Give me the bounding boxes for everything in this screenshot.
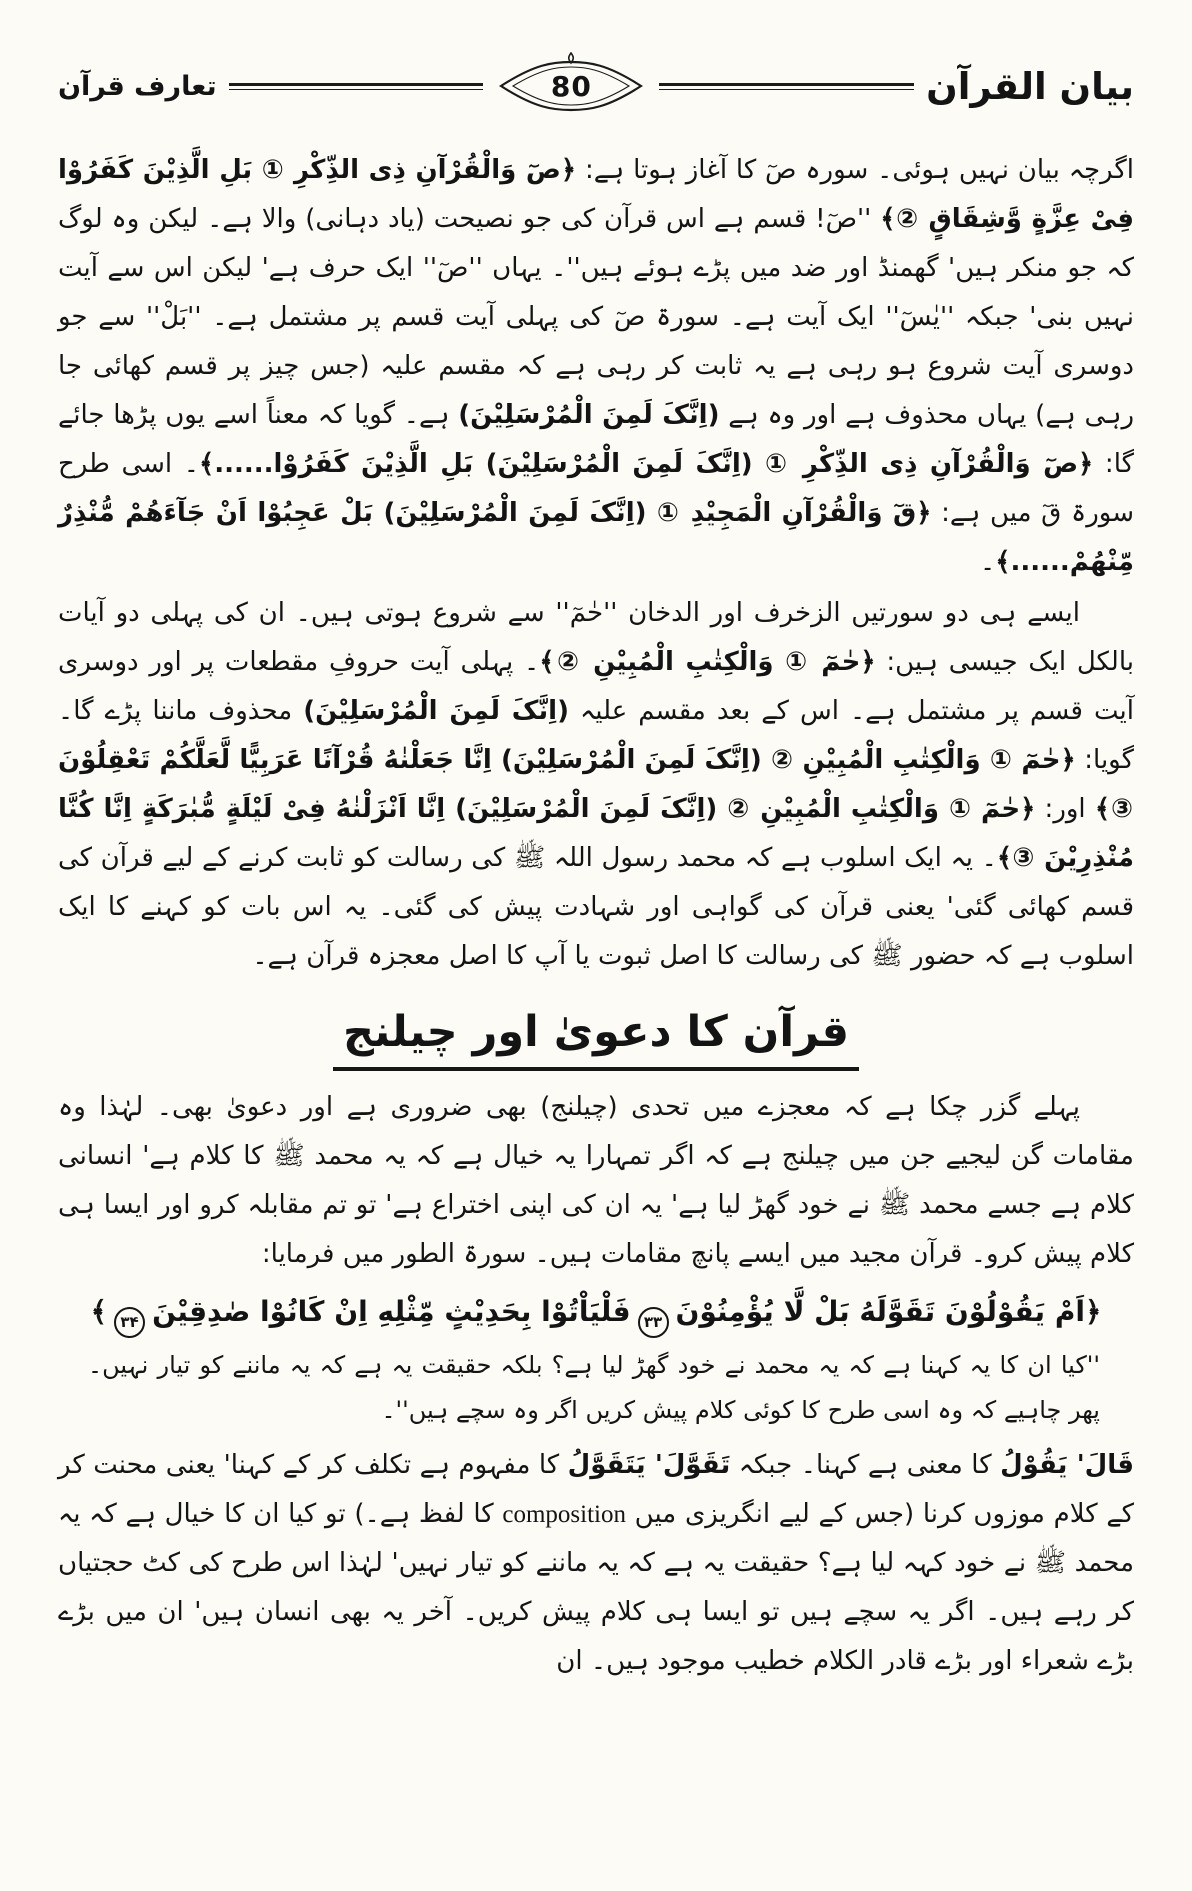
arabic-quote: ﴿حٰمٓ ① وَالْکِتٰبِ الْمُبِیْنِ ②﴾ xyxy=(539,647,876,677)
urdu-text-run: ''کیا ان کا یہ کہنا ہے کہ یہ محمد نے خود گھڑ لیا ہے؟ بلکہ حقیقت یہ ہے کہ یہ ماننے کو تیار نہیں۔ پھر چاہیے کہ وہ اسی طرح کا کوئی کلام پیش کریں اگر وہ سچے ہیں''۔ xyxy=(88,1351,1100,1425)
arabic-quote: ﴿صٓ وَالْقُرْآنِ ذِی الذِّکْرِ ① بَلِ الَّذِیْنَ کَفَرُوْا فِیْ عِزَّةٍ وَّشِقَاقٍ ②﴾ xyxy=(58,155,1135,234)
urdu-text-run: محذوف ماننا پڑے گا۔ گویا: xyxy=(58,696,1134,775)
ayah-number: ۳۴ xyxy=(114,1307,145,1338)
urdu-text-run: اگرچہ بیان نہیں ہوئی۔ سورہ صٓ کا آغاز ہوتا ہے: xyxy=(576,155,1134,185)
arabic-quote: (اِنَّکَ لَمِنَ الْمُرْسَلِیْنَ) xyxy=(458,400,720,430)
paragraph-taqawwala-explanation xyxy=(58,1441,1134,1686)
arabic-quote: ﴿حٰمٓ ① وَالْکِتٰبِ الْمُبِیْنِ ② (اِنَّکَ لَمِنَ الْمُرْسَلِیْنَ) اِنَّا جَعَلْنٰهُ قُرْآنًا عَرَبِیًّا لَّعَلَّکُمْ تَعْقِلُوْنَ ③﴾ xyxy=(58,745,1134,824)
header-rule-right xyxy=(659,82,914,91)
urdu-text-run: ۔ پہلی آیت حروفِ مقطعات پر اور دوسری آیت قسم پر مشتمل ہے۔ اس کے بعد مقسم علیہ xyxy=(58,647,1134,726)
arabic-word: تَقَوَّلَ' یَتَقَوَّلُ xyxy=(567,1450,731,1481)
urdu-text-run: ایسے ہی دو سورتیں الزخرف اور الدخان ''حٰمٓ'' سے شروع ہوتی ہیں۔ ان کی پہلی دو آیات بالکل ایک جیسی ہیں: xyxy=(58,598,1134,677)
section-heading-wrap xyxy=(58,1001,1134,1071)
urdu-text-run: پہلے گزر چکا ہے کہ معجزے میں تحدی (چیلنج) بھی ضروری ہے اور دعویٰ بھی۔ لہٰذا وہ مقامات گن لیجیے جن میں چیلنج ہے کہ اگر تمہارا یہ خیال ہے کہ یہ محمد ﷺ کا کلام ہے' انسانی کلام ہے جسے محمد ﷺ نے خود گھڑ لیا ہے' یہ ان کی اپنی اختراع ہے' تو تم مقابلہ کرو اور ایسا ہی کلام پیش کرو۔ قرآن مجید میں ایسے پانچ مقامات ہیں۔ سورۃ الطور میں فرمایا: xyxy=(58,1092,1134,1270)
urdu-text-run: ۔ xyxy=(980,547,996,577)
urdu-text-run: ۔ یہ ایک اسلوب ہے کہ محمد رسول اللہ ﷺ کی رسالت کو ثابت کرنے کے لیے قرآن کی قسم کھائی گئی' یعنی قرآن کی گواہی اور شہادت پیش کی گئی۔ یہ اس بات کو کہنے کا ایک اسلوب ہے کہ حضور ﷺ کی رسالت کا اصل ثبوت یا آپ کا اصل معجزہ قرآن ہے۔ xyxy=(58,843,1134,971)
urdu-text-run: ''صٓ! قسم ہے اس قرآن کی جو نصیحت (یاد دہانی) والا ہے۔ لیکن وہ لوگ کہ جو منکر ہیں' گھمنڈ اور ضد میں پڑے ہوئے ہیں''۔ یہاں ''صٓ'' ایک حرف ہے' لیکن اس سے آیت نہیں بنی' جبکہ ''یٰسٓ'' ایک آیت ہے۔ سورۃ صٓ کی پہلی آیت قسم پر مشتمل ہے۔ ''بَلْ'' سے جو دوسری آیت شروع ہو رہی ہے یہ ثابت کر رہی ہے کہ مقسم علیہ (جس چیز پر قسم کھائی جا رہی ہے) یہاں محذوف ہے اور وہ ہے xyxy=(58,204,1134,430)
urdu-text-run: ہے۔ گویا کہ معناً اسے یوں پڑھا جائے گا: xyxy=(58,400,1134,479)
paragraph-challenge-intro xyxy=(58,1083,1134,1279)
body-text xyxy=(58,146,1134,1686)
paragraph-sad-intro xyxy=(58,146,1134,587)
page-number: 80 xyxy=(550,69,592,103)
paragraph-hameem-surahs xyxy=(58,589,1134,981)
verse-text: اَمْ یَقُوْلُوْنَ تَقَوَّلَهُ بَلْ لَّا یُؤْمِنُوْنَ xyxy=(675,1295,1085,1329)
arabic-quote: ﴿صٓ وَالْقُرْآنِ ذِی الذِّکْرِ ① (اِنَّکَ لَمِنَ الْمُرْسَلِیْنَ) بَلِ الَّذِیْنَ کَفَرُوْا......﴾ xyxy=(199,449,1094,479)
quran-verse xyxy=(58,1283,1134,1341)
verse-translation xyxy=(88,1343,1100,1433)
arabic-quote: ﴿قٓ وَالْقُرْآنِ الْمَجِیْدِ ① (اِنَّکَ لَمِنَ الْمُرْسَلِیْنَ) بَلْ عَجِبُوْا اَنْ جَآءَهُمْ مُّنْذِرٌ مِّنْهُمْ......﴾ xyxy=(58,498,1134,577)
header-title-left: تعارف قرآن xyxy=(57,70,217,102)
urdu-text-run: کا معنی ہے کہنا۔ جبکہ xyxy=(730,1450,1001,1481)
verse-text: فَلْیَاْتُوْا بِحَدِیْثٍ مِّثْلِهِ اِنْ کَانُوْا صٰدِقِیْنَ xyxy=(152,1295,631,1329)
urdu-text-run: اور: xyxy=(1035,794,1095,824)
arabic-word: قَالَ' یَقُوْلُ xyxy=(1000,1450,1135,1481)
section-heading: قرآن کا دعویٰ اور چیلنج xyxy=(333,1001,859,1071)
page-number-ornament xyxy=(495,52,647,120)
ayah-number: ۳۳ xyxy=(638,1307,669,1338)
english-word: composition xyxy=(502,1501,626,1529)
header-rule-left xyxy=(229,82,484,91)
header-title-right: بیان القرآن xyxy=(926,64,1134,108)
urdu-text-run: کا لفظ ہے۔) تو کیا ان کا خیال ہے کہ یہ محمد ﷺ نے خود کہہ لیا ہے؟ حقیقت یہ ہے کہ یہ ماننے کو تیار نہیں' لہٰذا اس طرح کی کٹ حجتیاں کر رہے ہیں۔ اگر یہ سچے ہیں تو ایسا ہی کلام پیش کریں۔ آخر یہ بھی انسان ہیں' ان میں بڑے بڑے شعراء اور بڑے قادر الکلام خطیب موجود ہیں۔ ان xyxy=(58,1499,1134,1677)
urdu-text-run: ۔ اسی طرح سورۃ قٓ میں ہے: xyxy=(58,449,1135,528)
page-header xyxy=(58,52,1134,120)
arabic-quote: (اِنَّکَ لَمِنَ الْمُرْسَلِیْنَ) xyxy=(303,696,569,726)
urdu-text-run: کا مفہوم ہے تکلف کر کے کہنا' یعنی محنت کر کے کلام موزوں کرنا (جس کے لیے انگریزی میں xyxy=(58,1450,1134,1530)
arabic-quote: ﴿حٰمٓ ① وَالْکِتٰبِ الْمُبِیْنِ ② (اِنَّکَ لَمِنَ الْمُرْسَلِیْنَ) اِنَّا اَنْزَلْنٰهُ فِیْ لَیْلَةٍ مُّبٰرَکَةٍ اِنَّا کُنَّا مُنْذِرِیْنَ ③﴾ xyxy=(58,794,1134,873)
verse-open-bracket: ﴿ xyxy=(1084,1295,1102,1329)
verse-close-bracket: ﴾ xyxy=(90,1295,108,1329)
